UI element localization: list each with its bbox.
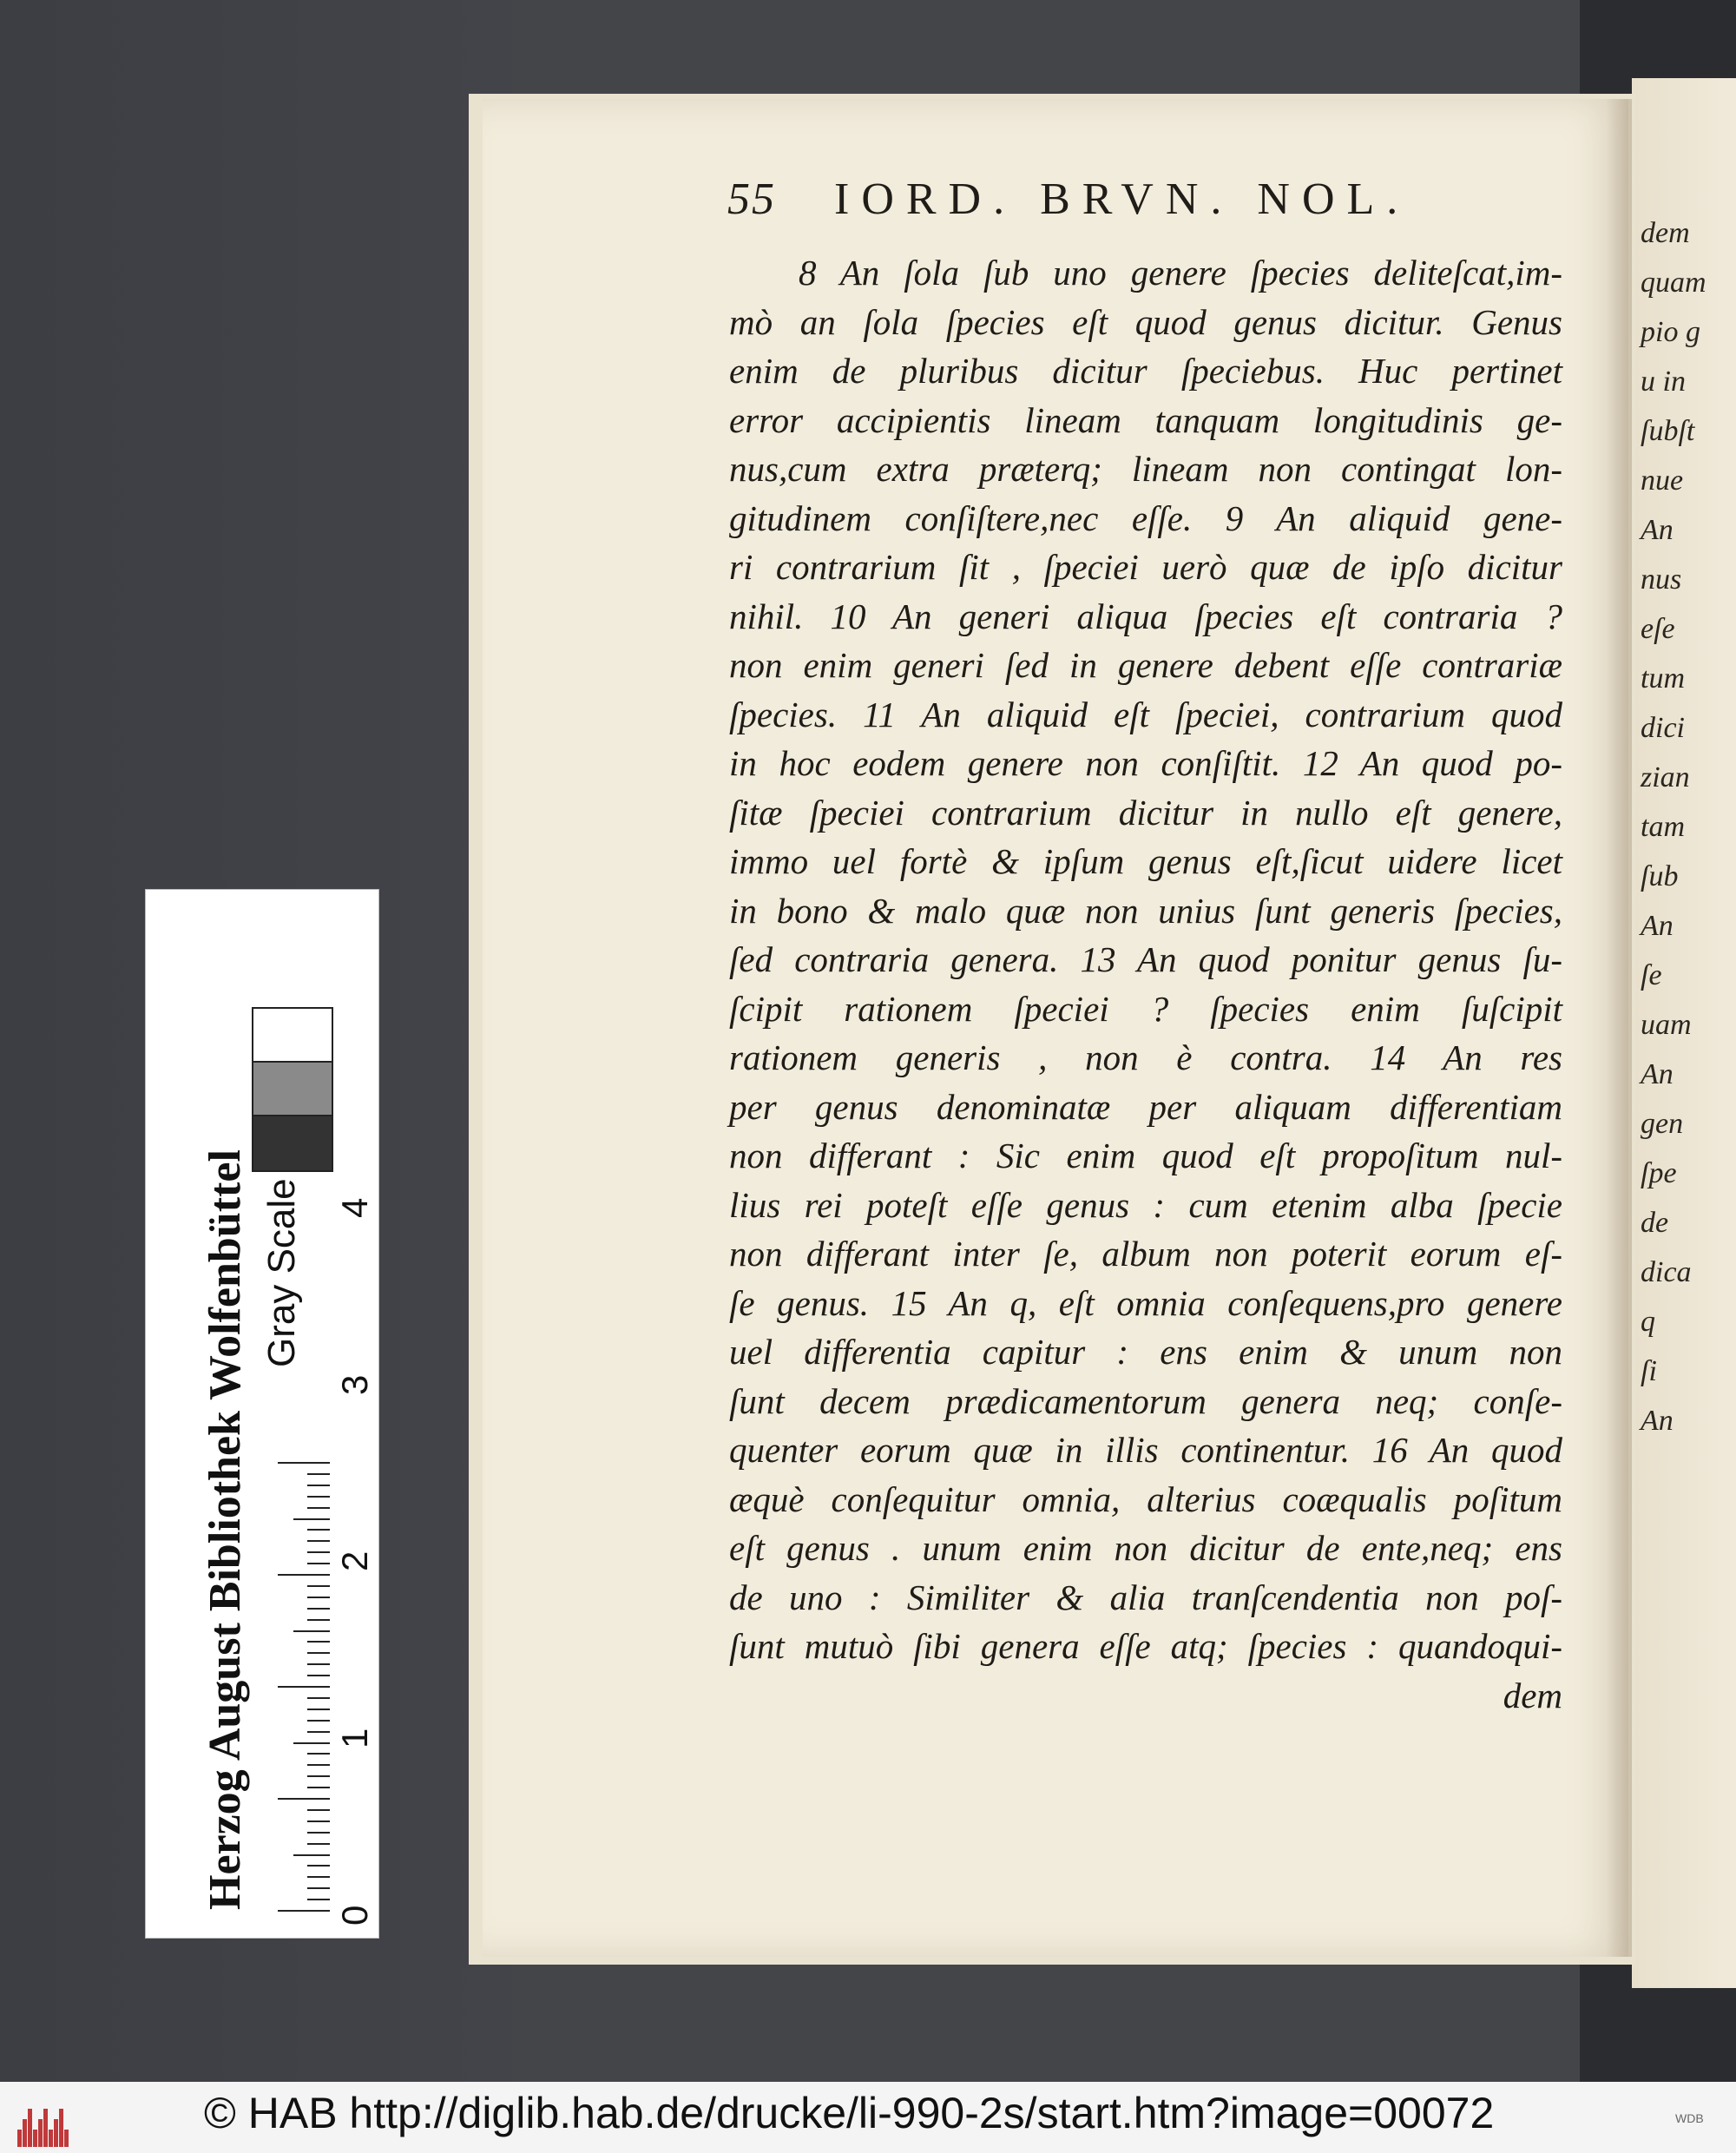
ruler-tick — [307, 1652, 330, 1654]
hab-logo-icon — [17, 2095, 71, 2140]
ruler-tick — [278, 1686, 330, 1688]
white-swatch — [252, 1007, 333, 1064]
ruler-tick — [293, 1518, 330, 1520]
logo-bar — [28, 2109, 32, 2147]
facing-page-fragment: de — [1641, 1207, 1669, 1239]
facing-page-fragment: tum — [1641, 662, 1685, 695]
logo-bar — [17, 2130, 22, 2147]
ruler-tick — [307, 1563, 330, 1564]
text-line: ſunt decem prædicamentorum genera neq; conſe- — [729, 1380, 1562, 1421]
ruler-tick — [307, 1551, 330, 1553]
facing-page-fragment: ſub — [1641, 860, 1679, 892]
ruler-tick — [307, 1720, 330, 1722]
ruler-tick — [307, 1597, 330, 1598]
ruler-tick — [307, 1821, 330, 1822]
ruler-tick — [307, 1731, 330, 1733]
ruler-tick — [307, 1787, 330, 1788]
ruler-tick — [307, 1485, 330, 1486]
ruler-tick — [307, 1809, 330, 1811]
text-line: nihil. 10 An generi aliqua ſpecies eſt contraria ? — [729, 596, 1562, 636]
text-line: non enim generi ſed in genere debent eſſe contrariæ — [729, 645, 1562, 685]
logo-bar — [64, 2130, 69, 2147]
text-line: de uno : Similiter & alia tranſcendentia non poſ- — [729, 1577, 1562, 1617]
ruler-tick — [307, 1775, 330, 1777]
text-line: gitudinem conſiſtere,nec eſſe. 9 An aliquid gene- — [729, 497, 1562, 538]
institution-name: Herzog August Bibliothek Wolfenbüttel — [201, 1149, 250, 1910]
ruler-tick — [293, 1742, 330, 1744]
text-line: ri contrarium ſit , ſpeciei uerò quæ de ipſo dicitur — [729, 547, 1562, 587]
ruler-tick — [278, 1910, 330, 1912]
logo-bar — [54, 2119, 58, 2147]
text-line: eſt genus . unum enim non dicitur de ente,neq; ens — [729, 1528, 1562, 1568]
ruler-tick — [307, 1619, 330, 1621]
logo-bar — [43, 2109, 48, 2147]
ruler-tick — [307, 1641, 330, 1643]
ruler-tick — [307, 1876, 330, 1878]
black-swatch — [252, 1115, 333, 1172]
gray-swatch — [252, 1061, 333, 1118]
ruler-number: 4 — [334, 1197, 375, 1218]
facing-page-fragment: eſe — [1641, 613, 1675, 645]
text-line: immo uel fortè & ipſum genus eſt,ſicut uidere licet — [729, 841, 1562, 881]
gray-scale-label: Gray Scale — [260, 1178, 303, 1367]
text-line: nus,cum extra præterq; lineam non contingat lon- — [729, 449, 1562, 489]
facing-page-fragment: nus — [1641, 563, 1682, 596]
facing-page — [1632, 78, 1736, 1988]
logo-bar — [49, 2130, 53, 2147]
text-line: non differant inter ſe, album non poterit eorum eſ- — [729, 1234, 1562, 1274]
logo-bar — [59, 2109, 63, 2147]
ruler-tick — [307, 1585, 330, 1587]
ruler-tick — [307, 1832, 330, 1834]
facing-page-fragment: nue — [1641, 464, 1684, 497]
ruler-tick — [307, 1663, 330, 1665]
ruler-tick — [307, 1529, 330, 1531]
ruler-tick — [278, 1462, 330, 1464]
ruler-tick — [307, 1507, 330, 1509]
text-line: non differant : Sic enim quod eſt propoſitum nul- — [729, 1136, 1562, 1175]
text-line: quenter eorum quæ in illis continentur. 16 An quod — [729, 1430, 1562, 1470]
facing-page-fragment: quam — [1641, 267, 1706, 299]
ruler-tick — [293, 1854, 330, 1856]
ruler-tick — [307, 1764, 330, 1766]
logo-bar — [33, 2130, 37, 2147]
text-line: in hoc eodem genere non conſiſtit. 12 An quod po- — [729, 743, 1562, 783]
text-line: error accipientis lineam tanquam longitudinis ge- — [729, 399, 1562, 440]
page-gutter — [1606, 99, 1632, 1957]
facing-page-fragment: ſpe — [1641, 1157, 1677, 1189]
facing-page-fragment: pio g — [1641, 316, 1700, 348]
facing-page-fragment: dici — [1641, 712, 1685, 744]
facing-page-fragment: ſubſt — [1641, 415, 1695, 447]
corner-mark: WDB — [1675, 2111, 1704, 2125]
text-line: ſitæ ſpeciei contrarium dicitur in nullo eſt genere, — [729, 792, 1562, 833]
text-line: enim de pluribus dicitur ſpeciebus. Huc pertinet — [729, 351, 1562, 391]
text-line: in bono & malo quæ non unius ſunt generis ſpecies, — [729, 890, 1562, 931]
ruler-tick — [293, 1630, 330, 1632]
text-line: rationem generis , non è contra. 14 An res — [729, 1037, 1562, 1077]
facing-page-fragment: uam — [1641, 1009, 1692, 1041]
text-line: ſpecies. 11 An aliquid eſt ſpeciei, contrarium quod — [729, 694, 1562, 734]
ruler-tick — [307, 1865, 330, 1867]
ruler-tick — [307, 1697, 330, 1699]
text-line: per genus denominatæ per aliquam differentiam — [729, 1086, 1562, 1127]
running-title: IORD. BRVN. NOL. — [834, 174, 1410, 224]
catchword: dem — [1503, 1675, 1562, 1715]
facing-page-fragment: zian — [1641, 761, 1690, 793]
ruler-tick — [307, 1496, 330, 1498]
ruler-tick — [307, 1540, 330, 1542]
facing-page-fragment: tam — [1641, 811, 1685, 843]
facing-page-fragment: gen — [1641, 1108, 1684, 1140]
text-line: lius rei poteſt eſſe genus : cum etenim alba ſpecie — [729, 1184, 1562, 1225]
facing-page-fragment: An — [1641, 910, 1674, 942]
logo-bar — [38, 2119, 43, 2147]
ruler-tick — [307, 1709, 330, 1710]
ruler-tick — [307, 1608, 330, 1610]
ruler-tick — [307, 1887, 330, 1889]
body-text — [729, 248, 1562, 1720]
text-line: æquè conſequitur omnia, alterius coæqualis poſitum — [729, 1478, 1562, 1519]
ruler-tick — [307, 1473, 330, 1475]
ruler-number: 0 — [334, 1905, 375, 1926]
facing-page-fragment: u in — [1641, 365, 1686, 398]
ruler-tick — [307, 1899, 330, 1900]
text-line: ſed contraria genera. 13 An quod ponitur genus ſu- — [729, 939, 1562, 979]
facing-page-fragment: An — [1641, 1405, 1674, 1437]
facing-page-fragment: q — [1641, 1306, 1655, 1338]
text-line: ſunt mutuò ſibi genera eſſe atq; ſpecies : quandoqui- — [729, 1626, 1562, 1666]
text-line: 8 An ſola ſub uno genere ſpecies deliteſcat,im- — [799, 253, 1562, 293]
ruler-tick — [278, 1574, 330, 1576]
text-line: mò an ſola ſpecies eſt quod genus dicitur. Genus — [729, 301, 1562, 342]
text-line: ſcipit rationem ſpeciei ? ſpecies enim ſuſcipit — [729, 988, 1562, 1029]
facing-page-fragment: ſi — [1641, 1355, 1657, 1387]
text-line: ſe genus. 15 An q, eſt omnia conſequens,pro genere — [729, 1282, 1562, 1323]
text-line: uel differentia capitur : ens enim & unum non — [729, 1332, 1562, 1372]
copyright-url: © HAB http://diglib.hab.de/drucke/li-990-2s/start.htm?image=00072 — [204, 2089, 1495, 2137]
ruler-number: 1 — [334, 1728, 375, 1749]
folio-number: 55 — [727, 174, 776, 224]
ruler-number: 3 — [334, 1374, 375, 1395]
running-header — [727, 174, 1410, 225]
facing-page-fragment: dica — [1641, 1256, 1692, 1288]
ruler-tick — [307, 1675, 330, 1676]
logo-bar — [23, 2119, 27, 2147]
ruler-tick — [307, 1753, 330, 1755]
ruler-tick — [307, 1843, 330, 1845]
ruler-number: 2 — [334, 1551, 375, 1572]
facing-page-fragment: dem — [1641, 217, 1690, 249]
facing-page-fragment: ſe — [1641, 959, 1662, 991]
ruler-tick — [278, 1798, 330, 1800]
facing-page-fragment: An — [1641, 1058, 1674, 1090]
facing-page-fragment: An — [1641, 514, 1674, 546]
